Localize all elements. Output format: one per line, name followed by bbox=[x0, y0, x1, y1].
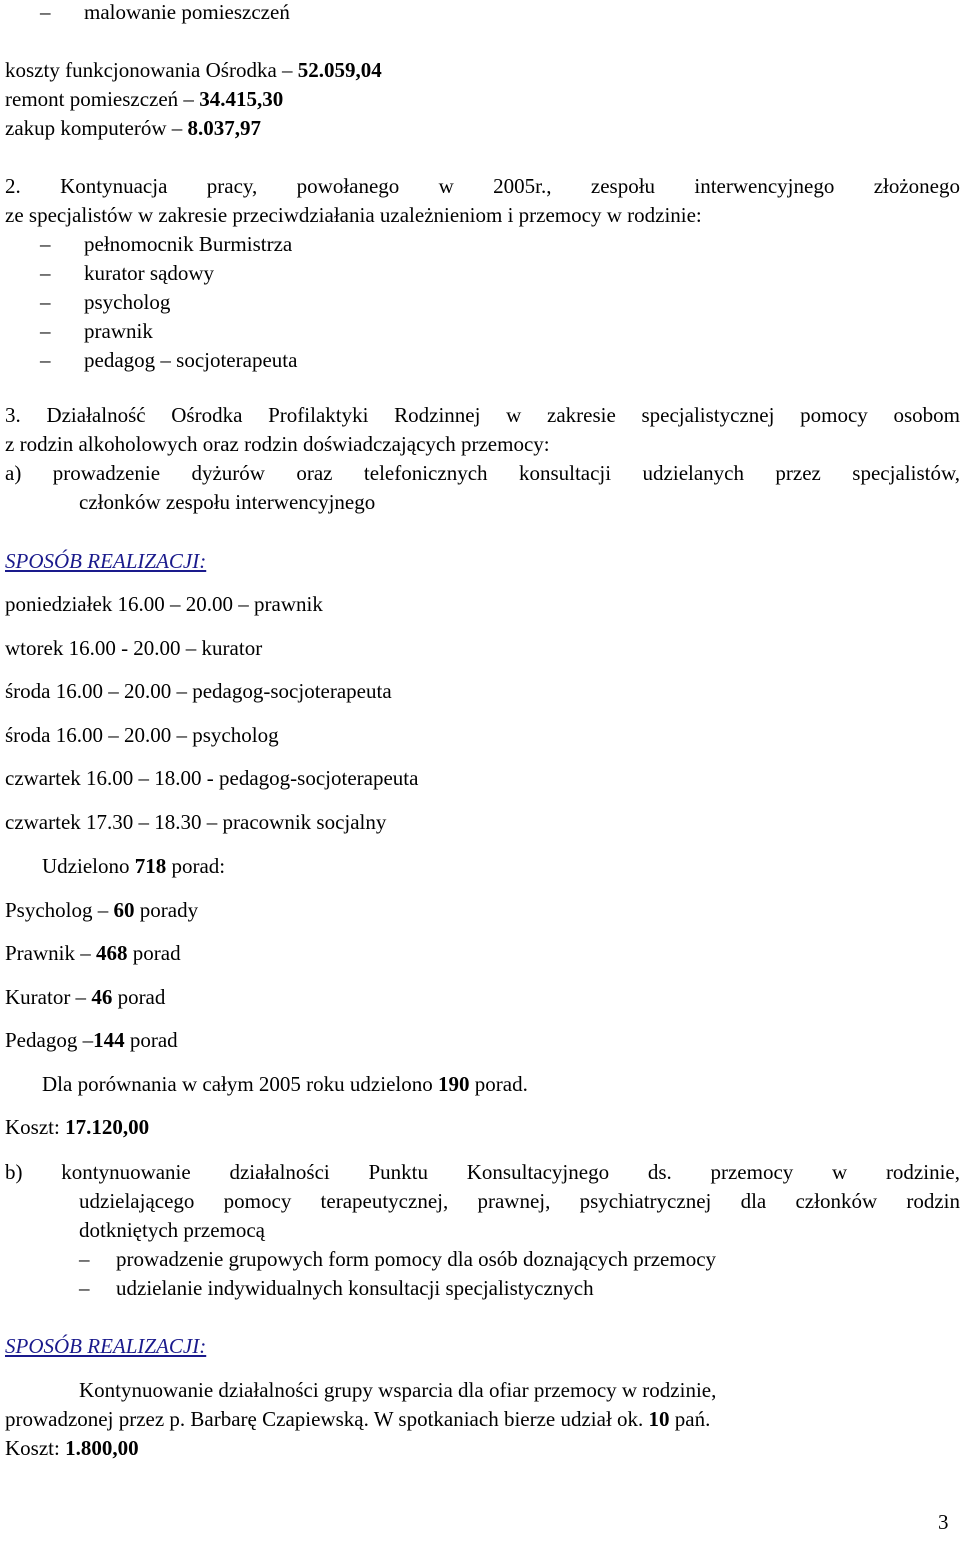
advice-total: Udzielono 718 porad: bbox=[42, 854, 226, 878]
section-b-paragraph: b) kontynuowanie działalności Punktu Konsultacyjnego ds. przemocy w rodzinie, bbox=[5, 1160, 960, 1184]
list-item: – pełnomocnik Burmistrza bbox=[40, 232, 293, 256]
list-item: – psycholog bbox=[40, 290, 171, 314]
schedule-line: czwartek 16.00 – 18.00 - pedagog-socjoterapeuta bbox=[5, 766, 419, 790]
list-item: – pedagog – socjoterapeuta bbox=[40, 348, 298, 372]
section-3-paragraph: z rodzin alkoholowych oraz rodzin doświadczających przemocy: bbox=[5, 432, 550, 456]
schedule-line: czwartek 17.30 – 18.30 – pracownik socjalny bbox=[5, 810, 387, 834]
cost-line: Koszt: 1.800,00 bbox=[5, 1436, 139, 1460]
advice-row: Kurator – 46 porad bbox=[5, 985, 166, 1009]
section-3-paragraph: 3. Działalność Ośrodka Profilaktyki Rodzinnej w zakresie specjalistycznej pomocy osobom bbox=[5, 403, 960, 427]
schedule-line: poniedziałek 16.00 – 20.00 – prawnik bbox=[5, 592, 323, 616]
advice-row: Psycholog – 60 porady bbox=[5, 898, 199, 922]
list-item: – udzielanie indywidualnych konsultacji specjalistycznych bbox=[79, 1276, 594, 1300]
final-paragraph: prowadzonej przez p. Barbarę Czapiewską. W spotkaniach bierze udział ok. 10 pań. bbox=[5, 1407, 711, 1431]
section-heading: SPOSÓB REALIZACJI: bbox=[5, 1334, 207, 1358]
cost-line: Koszt: 17.120,00 bbox=[5, 1115, 150, 1139]
cost-line: koszty funkcjonowania Ośrodka – 52.059,04 bbox=[5, 58, 382, 82]
final-paragraph: Kontynuowanie działalności grupy wsparcia dla ofiar przemocy w rodzinie, bbox=[79, 1378, 717, 1402]
section-3a-paragraph: członków zespołu interwencyjnego bbox=[79, 490, 376, 514]
schedule-line: środa 16.00 – 20.00 – psycholog bbox=[5, 723, 279, 747]
advice-row: Pedagog –144 porad bbox=[5, 1028, 178, 1052]
cost-line: zakup komputerów – 8.037,97 bbox=[5, 116, 262, 140]
schedule-line: środa 16.00 – 20.00 – pedagog-socjoterapeuta bbox=[5, 679, 392, 703]
advice-comparison: Dla porównania w całym 2005 roku udzielono 190 porad. bbox=[42, 1072, 528, 1096]
list-item: – prawnik bbox=[40, 319, 153, 343]
page-number: 3 bbox=[938, 1510, 949, 1534]
section-2-paragraph: ze specjalistów w zakresie przeciwdziałania uzależnieniom i przemocy w rodzinie: bbox=[5, 203, 702, 227]
section-3a-paragraph: a) prowadzenie dyżurów oraz telefonicznych konsultacji udzielanych przez specjalistów, bbox=[5, 461, 960, 485]
cost-line: remont pomieszczeń – 34.415,30 bbox=[5, 87, 284, 111]
section-b-paragraph: udzielającego pomocy terapeutycznej, prawnej, psychiatrycznej dla członków rodzin bbox=[79, 1189, 960, 1213]
list-item: – prowadzenie grupowych form pomocy dla osób doznających przemocy bbox=[79, 1247, 717, 1271]
section-2-paragraph: 2. Kontynuacja pracy, powołanego w 2005r., zespołu interwencyjnego złożonego bbox=[5, 174, 960, 198]
section-heading: SPOSÓB REALIZACJI: bbox=[5, 549, 207, 573]
list-item: – malowanie pomieszczeń bbox=[40, 0, 290, 24]
section-b-paragraph: dotkniętych przemocą bbox=[79, 1218, 266, 1242]
advice-row: Prawnik – 468 porad bbox=[5, 941, 181, 965]
list-item: – kurator sądowy bbox=[40, 261, 215, 285]
schedule-line: wtorek 16.00 - 20.00 – kurator bbox=[5, 636, 263, 660]
